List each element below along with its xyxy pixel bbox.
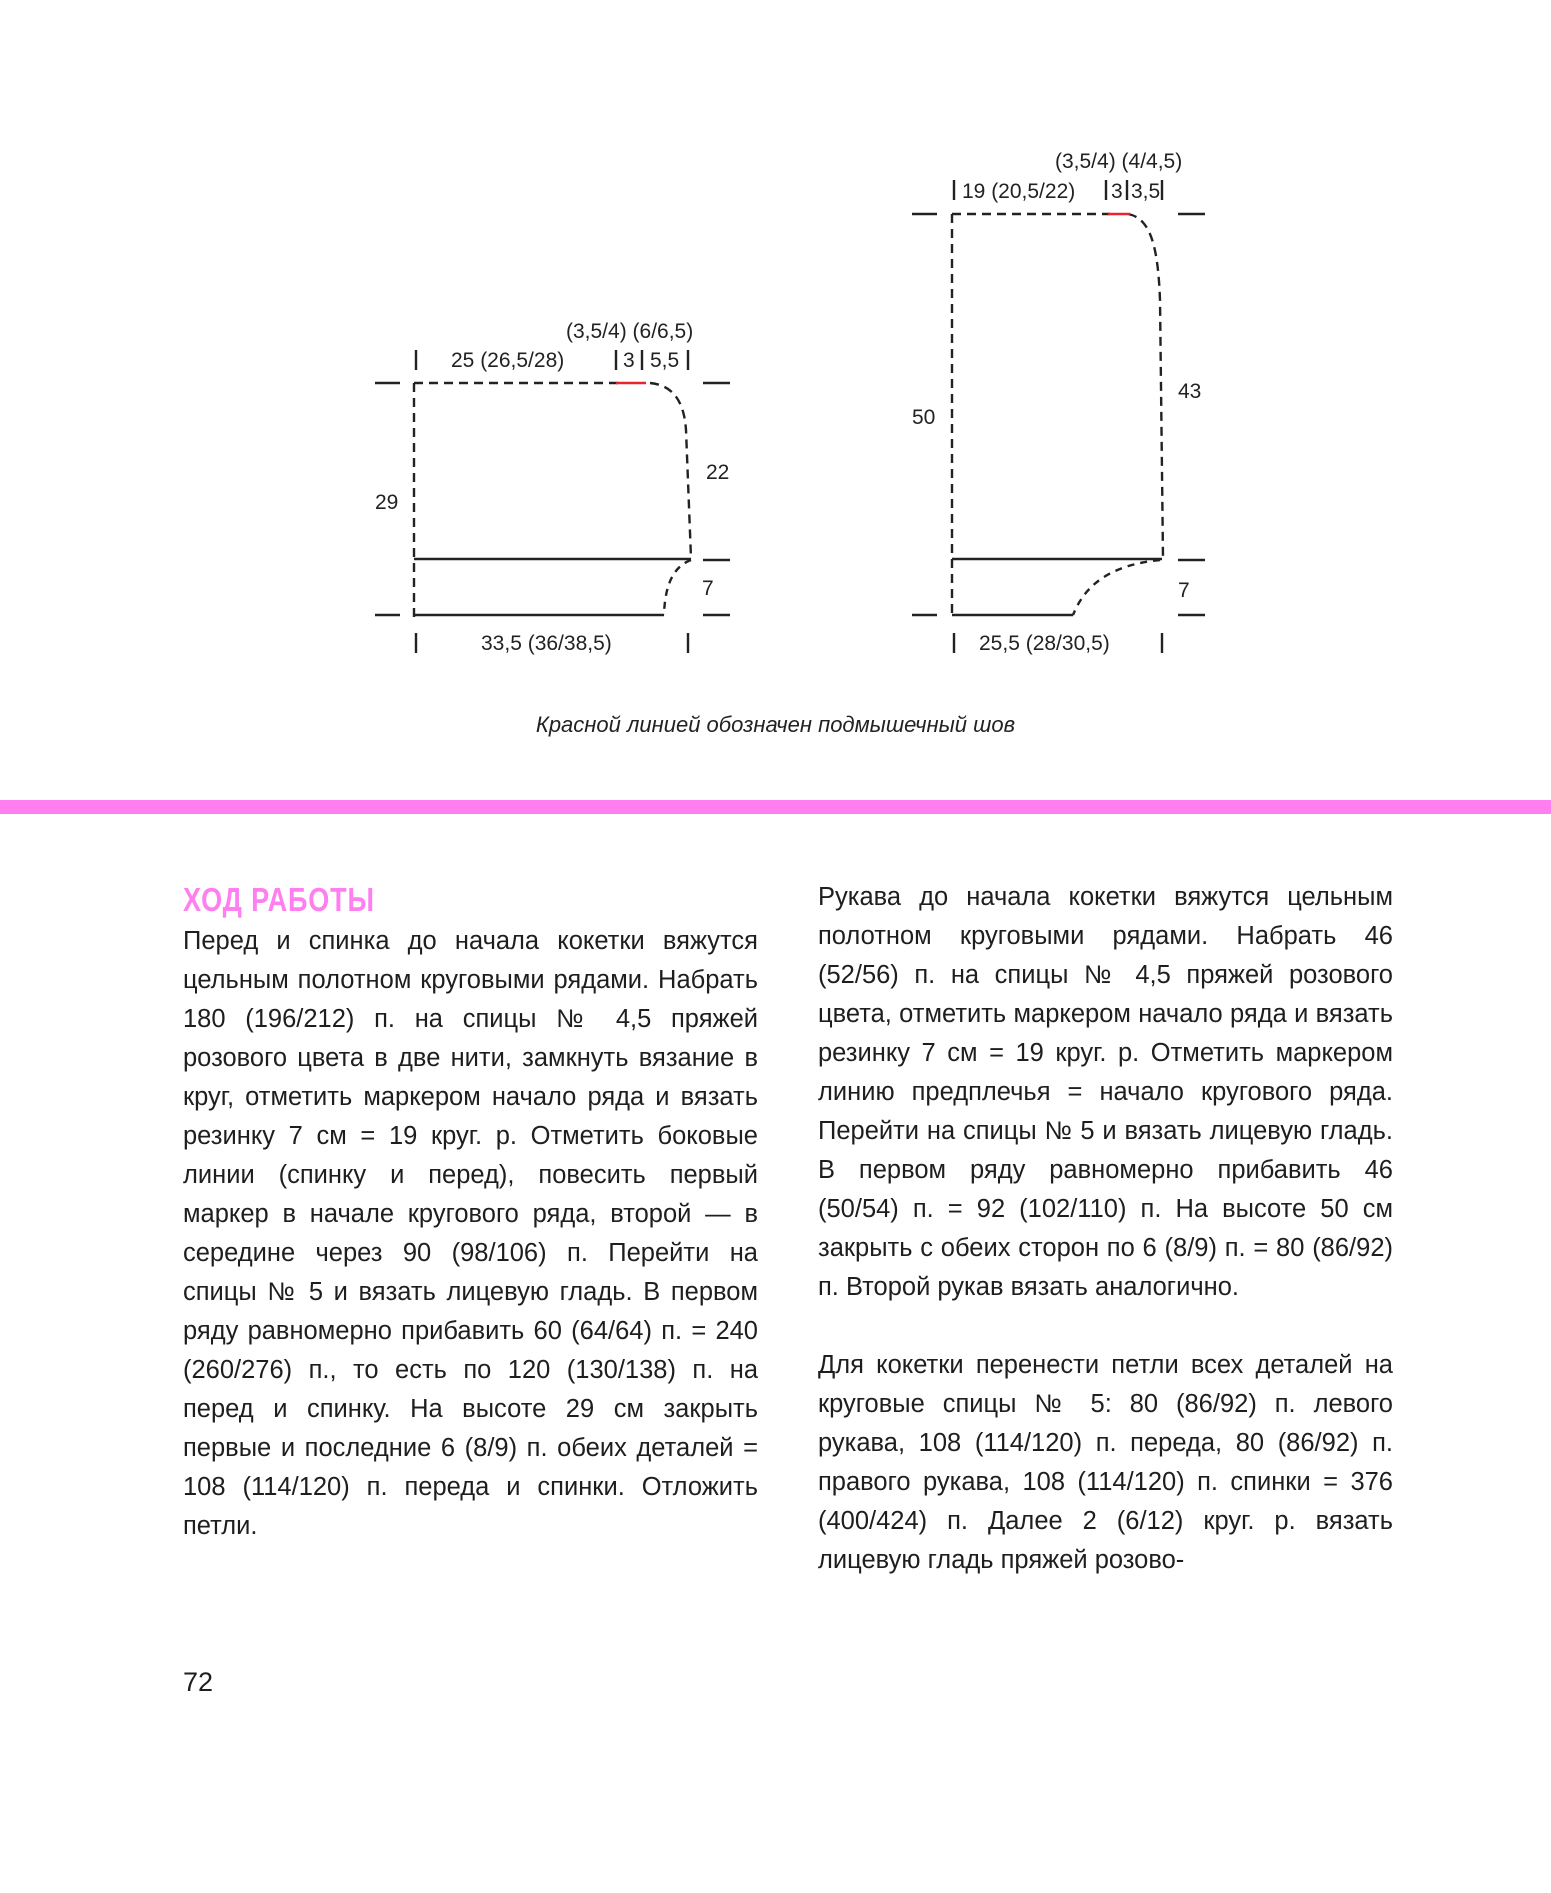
sleeve-rib-curve (1073, 560, 1160, 615)
sleeve-cap-curve (1128, 214, 1163, 558)
body-scheme (375, 350, 730, 653)
sleeve-top-width-label: 19 (20,5/22) (962, 180, 1076, 203)
section-heading: ХОД РАБОТЫ (183, 881, 375, 918)
sleeve-top-extra-label: (3,5/4) (4/4,5) (1055, 150, 1183, 173)
sleeve-height-upper-label: 43 (1178, 380, 1202, 403)
body-height-rib-label: 7 (702, 577, 714, 600)
sleeve-top-seg1-label: 3 (1111, 180, 1123, 203)
body-top-width-label: 25 (26,5/28) (451, 349, 565, 372)
page-number: 72 (183, 1667, 214, 1697)
sleeve-top-seg2-label: 3,5 (1131, 180, 1161, 203)
body-instructions-paragraph: Перед и спинка до начала кокетки вяжутся цельным полотном круговыми рядами. Набрать 180 (196/212) п. на спицы № 4,5 пряжей розового цвета в две нити, замкнуть вязание в круг, отметить маркером начало ряда и вязать резинку 7 см = 19 круг. р. Отметить боковые линии (спинку и перед), повесить первый маркер в начале кругового ряда, второй — в середине через 90 (98/106) п. Перейти на спицы № 5 и вязать лицевую гладь. В первом ряду равномерно прибавить 60 (64/64) п. = 240 (260/276) п., то есть по 120 (130/138) п. на перед и спинку. На высоте 29 см закрыть первые и последние 6 (8/9) п. обеих деталей = 108 (114/120) п. переда и спинки. Отложить петли. (183, 927, 758, 1540)
sleeve-scheme (912, 180, 1205, 653)
knitting-schemes (0, 0, 1551, 700)
body-top-seg1-label: 3 (623, 349, 635, 372)
right-column (818, 878, 1393, 1580)
body-labels (375, 320, 729, 655)
pink-divider-band (0, 800, 1551, 814)
body-rib-curve (664, 560, 691, 615)
body-height-upper-label: 22 (706, 461, 730, 484)
body-armhole-curve (650, 383, 691, 558)
scheme-caption: Красной линией обозначен подмышечный шов (535, 712, 1016, 737)
body-bottom-width-label: 33,5 (36/38,5) (481, 632, 612, 655)
body-height-total-label: 29 (375, 491, 399, 514)
body-top-extra-label: (3,5/4) (6/6,5) (566, 320, 694, 343)
sleeve-height-rib-label: 7 (1178, 579, 1190, 602)
sleeve-labels (912, 150, 1201, 655)
sleeve-height-total-label: 50 (912, 406, 936, 429)
sleeve-bottom-width-label: 25,5 (28/30,5) (979, 632, 1110, 655)
left-column (183, 878, 758, 1546)
body-top-seg2-label: 5,5 (650, 349, 680, 372)
sleeve-instructions-paragraph: Рукава до начала кокетки вяжутся цельным полотном круговыми рядами. Набрать 46 (52/56) п. на спицы № 4,5 пряжей розового цвета, отметить маркером начало ряда и вязать резинку 7 см = 19 круг. р. Отметить маркером линию предплечья = начало кругового ряда. Перейти на спицы № 5 и вязать лицевую гладь. В первом ряду равномерно прибавить 46 (50/54) п. = 92 (102/110) п. На высоте 50 см закрыть с обеих сторон по 6 (8/9) п. = 80 (86/92) п. Второй рукав вязать аналогично. (818, 883, 1393, 1301)
yoke-instructions-paragraph: Для кокетки перенести петли всех деталей на круговые спицы № 5: 80 (86/92) п. левого рукава, 108 (114/120) п. переда, 80 (86/92) п. правого рукава, 108 (114/120) п. спинки = 376 (400/424) п. Далее 2 (6/12) круг. р. вязать лицевую гладь пряжей розово- (818, 1351, 1393, 1574)
